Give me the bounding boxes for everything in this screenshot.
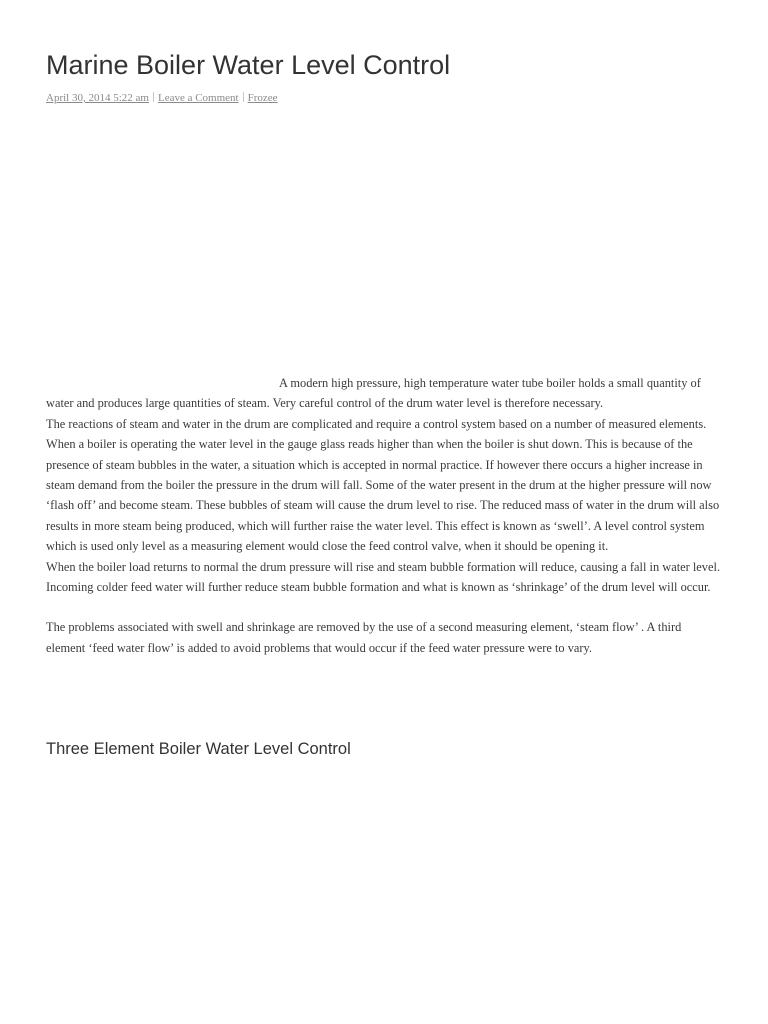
paragraph: When the boiler load returns to normal the drum pressure will rise and steam bubble formation will reduce, causing a fall in water level. Incoming colder feed water will further reduce steam bubble formation and what is known as ‘shrinkage’ of the drum level will occur. (46, 559, 721, 595)
paragraph: The reactions of steam and water in the drum are complicated and require a control system based on a number of measured elements. (46, 416, 707, 431)
paragraph-gap (46, 597, 722, 617)
section-heading: Three Element Boiler Water Level Control (46, 740, 351, 758)
author-link[interactable]: Frozee (247, 92, 278, 104)
leave-comment-link[interactable]: Leave a Comment (157, 92, 239, 104)
blank-ad-space (46, 116, 722, 366)
article-body (46, 373, 722, 658)
paragraph: The problems associated with swell and shrinkage are removed by the use of a second measuring element, ‘steam flow’ . A third element ‘feed water flow’ is added to avoid problems that would occur if the feed water pressure were to vary. (46, 620, 682, 655)
post-date-link[interactable]: April 30, 2014 5:22 am (46, 92, 149, 104)
meta-divider (243, 92, 244, 102)
paragraph-text: A modern high pressure, high temperature water tube boiler holds a small quantity of water and produces large quantities of steam. Very careful control of the drum water level is therefore necessary. (46, 376, 701, 411)
post-meta (46, 90, 278, 106)
paragraph (46, 373, 722, 414)
paragraph: When a boiler is operating the water level in the gauge glass reads higher than when the boiler is shut down. This is because of the presence of steam bubbles in the water, a situation which is accepted in normal practice. If however there occurs a higher increase in steam demand from the boiler the pressure in the drum will fall. Some of the water present in the drum at the higher pressure will now ‘flash off’ and become steam. These bubbles of steam will cause the drum level to rise. The reduced mass of water in the drum will also results in more steam being produced, which will further raise the water level. This effect is known as ‘swell’. A level control system which is used only level as a measuring element would close the feed control valve, when it should be opening it. (46, 437, 720, 554)
meta-divider (153, 92, 154, 102)
page-title: Marine Boiler Water Level Control (46, 50, 451, 80)
